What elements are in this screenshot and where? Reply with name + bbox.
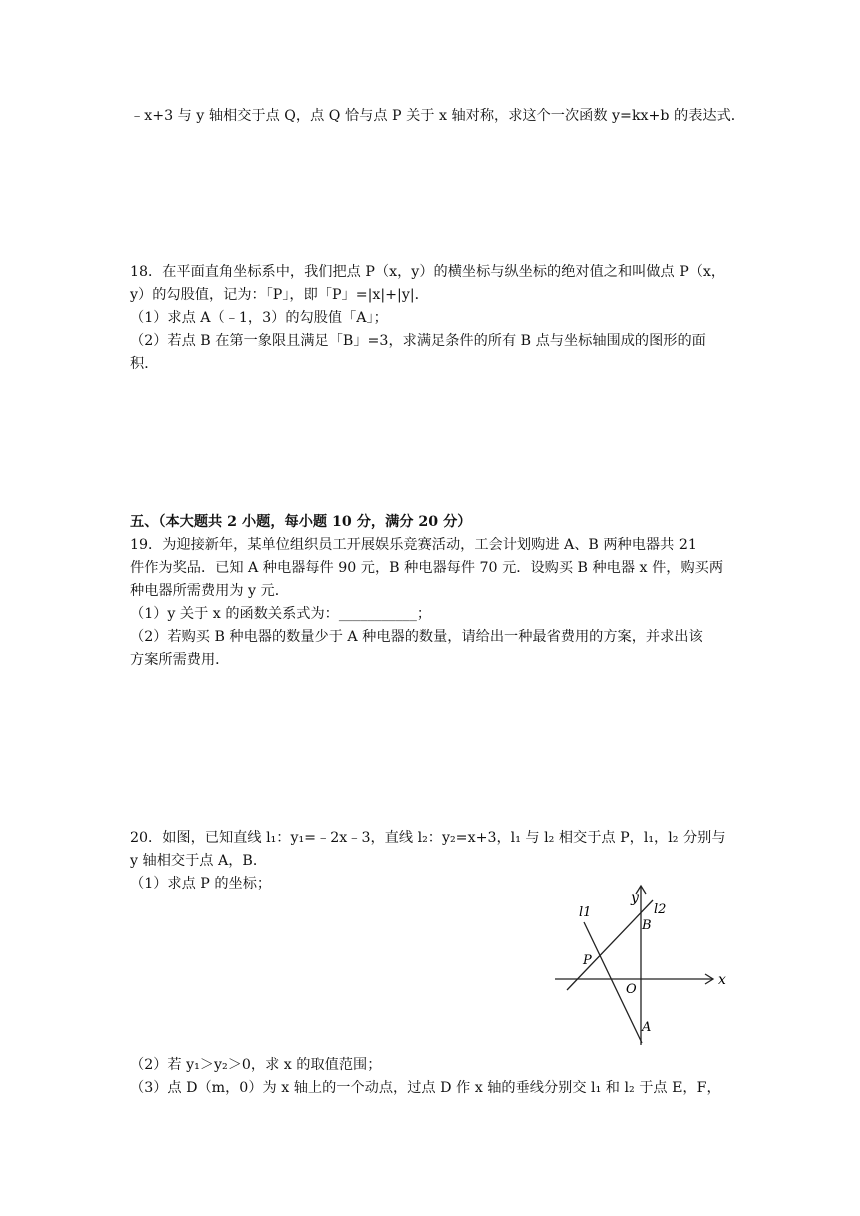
q18-part1: （1）求点 A（﹣1，3）的勾股值「A」； <box>130 310 388 326</box>
q18-part2-line2: 积． <box>130 356 159 372</box>
q20-part3: （3）点 D（m，0）为 x 轴上的一个动点，过点 D 作 x 轴的垂线分别交 l₁ 和 l₂ 于点 E，F， <box>130 1080 721 1096</box>
q19-part1: （1）y 关于 x 的函数关系式为：___________； <box>130 606 432 622</box>
label-O: O <box>626 982 637 997</box>
label-A: A <box>642 1020 652 1035</box>
q18-line1: 18．在平面直角坐标系中，我们把点 P（x，y）的横坐标与纵坐标的绝对值之和叫做点 P（x， <box>130 264 726 280</box>
q19-line2: 件作为奖品．已知 A 种电器每件 90 元，B 种电器每件 70 元．设购买 B 种电器 x 件，购买两 <box>130 560 724 576</box>
q19-line3: 种电器所需费用为 y 元． <box>130 583 289 599</box>
q20-line1: 20．如图，已知直线 l₁：y₁=﹣2x﹣3，直线 l₂：y₂=x+3，l₁ 与 l₂ 相交于点 P，l₁，l₂ 分别与 <box>130 830 726 846</box>
line-intersection-figure <box>555 880 735 1050</box>
label-x: x <box>718 972 726 988</box>
q19-line1: 19．为迎接新年，某单位组织员工开展娱乐竞赛活动，工会计划购进 A、B 两种电器共 21 <box>130 537 697 553</box>
q20-line2: y 轴相交于点 A，B． <box>130 853 268 869</box>
q17-tail-text: ﹣x+3 与 y 轴相交于点 Q，点 Q 恰与点 P 关于 x 轴对称，求这个一次函数 y=kx+b 的表达式． <box>130 108 745 124</box>
q18-line2: y）的勾股值，记为：「P」，即「P」=|x|+|y|． <box>130 287 429 303</box>
label-B: B <box>642 918 652 933</box>
section5-heading: 五、（本大题共 2 小题，每小题 10 分，满分 20 分） <box>130 514 472 530</box>
q19-part2-line1: （2）若购买 B 种电器的数量少于 A 种电器的数量，请给出一种最省费用的方案，并求出该 <box>130 629 703 645</box>
q19-part2-line2: 方案所需费用． <box>130 652 230 668</box>
q20-part2: （2）若 y₁＞y₂＞0，求 x 的取值范围； <box>130 1057 382 1073</box>
label-l2: l2 <box>654 902 667 917</box>
label-l1: l1 <box>579 905 592 920</box>
q20-part1: （1）求点 P 的坐标； <box>130 876 272 892</box>
label-P: P <box>583 953 592 968</box>
label-y: y <box>631 890 639 906</box>
q18-part2-line1: （2）若点 B 在第一象限且满足「B」=3，求满足条件的所有 B 点与坐标轴围成的图形的面 <box>130 333 706 349</box>
